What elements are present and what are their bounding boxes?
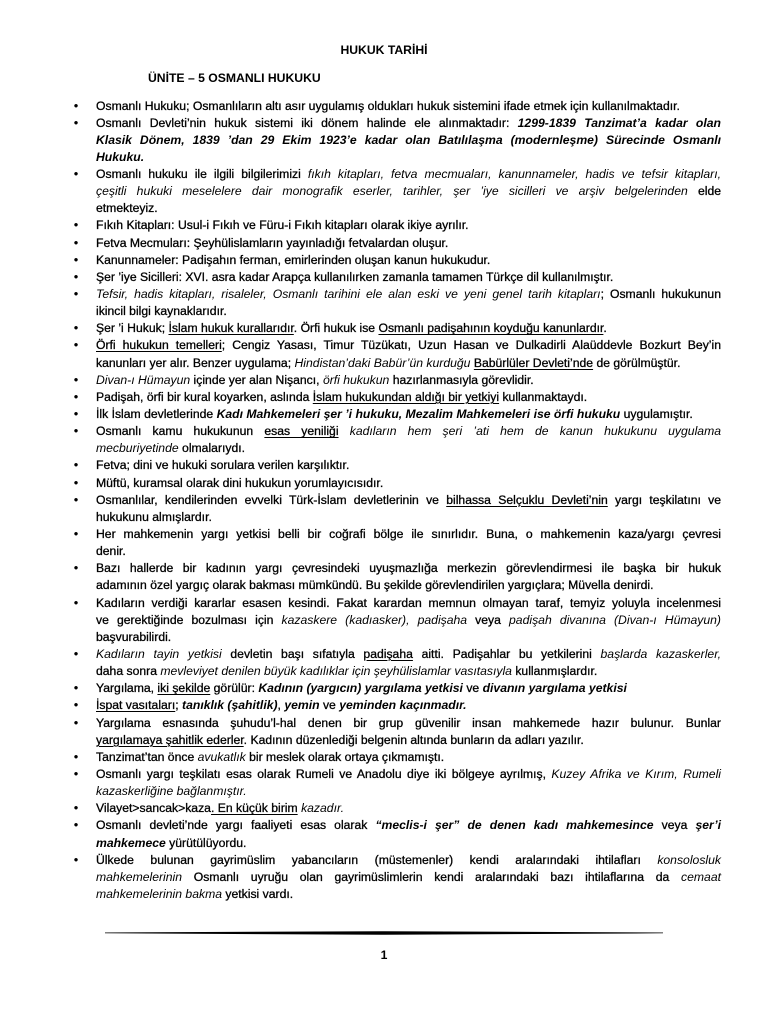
body-text: olmalarıydı.: [178, 441, 246, 456]
italic-text: kadıların hem şeri ’ati hem de kanun hukukunu uygulama: [349, 424, 722, 439]
body-text: bir meslek olarak ortaya çıkmamıştı.: [245, 749, 445, 764]
underlined-text: İspat vasıtaları: [96, 698, 176, 713]
italic-text: avukatlık: [197, 749, 246, 764]
line-text: [96, 697, 467, 714]
line-text: [96, 817, 721, 834]
line-text: [96, 560, 721, 577]
line-text: [96, 98, 680, 115]
line-text: [96, 492, 721, 509]
line-text: [96, 235, 448, 252]
emphasized-text: Hukuku.: [96, 149, 145, 164]
text-line: [96, 526, 721, 543]
text-line: [96, 217, 721, 234]
text-line: [96, 629, 721, 646]
line-text: [96, 423, 721, 440]
line-text: [96, 217, 469, 234]
body-text: ve: [462, 681, 483, 696]
list-item: [73, 269, 721, 286]
body-text: Osmanlı uyruğu olan gayrimüslimlerin kendi aralarındaki bazı ihtilaflarına da: [182, 869, 682, 884]
emphasized-text: şer’i: [695, 818, 721, 833]
body-text: veya: [653, 818, 696, 833]
bullet-marker: •: [73, 595, 79, 610]
line-text: [96, 252, 490, 269]
list-item: [73, 217, 721, 234]
text-line: [96, 869, 721, 886]
text-line: [96, 680, 721, 697]
bullet-marker: •: [73, 287, 79, 302]
emphasized-text: yeminden kaçınmadır.: [339, 698, 467, 713]
body-text: Şer ’iye Sicilleri: XVI. asra kadar Arapça kullanılırken zamanla tamamen Türkçe dil kullanılmıştır.: [96, 269, 614, 284]
text-line: [96, 595, 721, 612]
body-text: Vilayet>sancak>kaza: [96, 801, 211, 816]
text-line: [96, 132, 721, 149]
bullet-marker: •: [73, 321, 79, 336]
list-item: [73, 526, 721, 560]
bullet-marker: •: [73, 818, 79, 833]
line-text: [96, 406, 693, 423]
list-item: [73, 320, 721, 337]
emphasized-text: “meclis-i şer” de denen kadı mahkemesince: [375, 818, 654, 833]
underlined-text: Babürlüler Devleti’nde: [473, 355, 594, 370]
body-text: İlk İslam devletlerinde: [96, 407, 217, 422]
bullet-marker: •: [73, 167, 79, 182]
line-text: [96, 749, 444, 766]
line-text: [96, 132, 721, 149]
line-text: [96, 320, 607, 337]
line-text: [96, 269, 613, 286]
text-line: [96, 749, 721, 766]
emphasized-text: Kadının (yargıcın) yargılama yetkisi: [258, 681, 463, 696]
text-line: [96, 560, 721, 577]
text-line: [96, 457, 721, 474]
body-text: içinde yer alan Nişancı,: [190, 372, 323, 387]
italic-text: padişah divanına (Divan-ı Hümayun): [509, 612, 721, 627]
body-text: Osmanlılar, kendilerinden evvelki Türk-İslam devletlerinin ve: [96, 492, 447, 507]
bullet-marker: •: [73, 527, 79, 542]
list-item: [73, 697, 721, 714]
body-text: Osmanlı hukuku ile ilgili bilgilerimizi: [96, 167, 308, 182]
italic-text: cemaat: [681, 869, 721, 884]
italic-text: örfi hukukun: [322, 372, 390, 387]
emphasized-text: Klasik Dönem, 1839 ’dan 29 Ekim 1923’e kadar olan Batılılaşma (modernleşme) Sürecinde Osmanlı: [96, 132, 721, 147]
text-line: [96, 337, 721, 354]
body-text: . Kadının düzenlediği belgenin altında bunların da adları yazılır.: [243, 732, 584, 747]
bullet-marker: •: [73, 424, 79, 439]
body-text: ikincil bilgi kaynaklarıdır.: [96, 304, 227, 319]
text-line: [96, 697, 721, 714]
text-line: [96, 475, 721, 492]
body-text: Osmanlı devleti’nde yargı faaliyeti esas olarak: [96, 818, 376, 833]
italic-text: fıkıh kitapları, fetva mecmuaları, kanunnameler, hadis ve tefsir kitapları,: [307, 167, 722, 182]
italic-text: Divan-ı Hümayun: [96, 372, 191, 387]
line-text: [96, 732, 584, 749]
italic-text: Tefsir, hadis kitapları, risaleler, Osmanlı tarihini ele alan eski ve yeni genel tarih kitapları: [96, 287, 601, 302]
text-line: [96, 732, 721, 749]
list-item: [73, 115, 721, 166]
line-text: [96, 612, 721, 629]
italic-text: mahkemelerinin: [96, 869, 183, 884]
body-text: ; Cengiz Yasası, Timur Tüzükatı, Uzun Hasan ve Dulkadirli Alaüddevle Bozkurt Bey’in: [221, 338, 721, 353]
body-text: yetkisi vardı.: [222, 886, 294, 901]
bullet-marker: •: [73, 715, 79, 730]
bullet-marker: •: [73, 389, 79, 404]
list-item: [73, 389, 721, 406]
text-line: [96, 115, 721, 132]
emphasized-text: yemin: [284, 698, 320, 713]
body-text: . Örfi hukuk ise: [293, 321, 379, 336]
list-item: [73, 372, 721, 389]
body-text: uygulamıştır.: [620, 407, 693, 422]
bullet-marker: •: [73, 561, 79, 576]
underlined-text: padişaha: [363, 647, 413, 661]
line-text: [96, 149, 144, 166]
bullet-marker: •: [73, 98, 79, 113]
text-line: [96, 423, 721, 440]
text-line: [96, 577, 721, 594]
line-text: [96, 800, 344, 817]
bullet-marker: •: [73, 647, 79, 661]
line-text: [96, 183, 721, 200]
list-item: [73, 852, 721, 903]
list-item: [73, 715, 721, 749]
underlined-text: Örfi hukukun temelleri: [96, 338, 222, 353]
line-text: [96, 852, 721, 869]
underlined-text: İslam hukukundan aldığı bir yetkiyi: [312, 389, 500, 404]
text-line: [96, 166, 721, 183]
line-text: [96, 543, 126, 560]
italic-text: konsolosluk: [657, 852, 721, 867]
line-text: [96, 835, 246, 852]
list-item: [73, 492, 722, 526]
text-line: [96, 372, 721, 389]
text-line: [96, 509, 721, 526]
italic-text: Kadıların tayin yetkisi: [96, 647, 222, 661]
list-item: [73, 235, 721, 252]
body-text: Osmanlı Devleti’nin hukuk sistemi iki dönem halinde ele alınmaktadır:: [96, 115, 518, 130]
bullet-marker: •: [73, 269, 79, 284]
underlined-text: esas yeniliği: [264, 424, 339, 439]
bullet-marker: •: [73, 475, 79, 490]
body-text: devletin başı sıfatıyla: [221, 647, 364, 661]
body-text: Kanunnameler: Padişahın ferman, emirlerinden oluşan kanun hukukudur.: [96, 252, 491, 267]
list-item: [73, 680, 721, 697]
line-text: [96, 869, 721, 886]
body-text: Yargılama esnasında şuhudu’l-hal denen bir grup güvenilir insan mahkemede hazır bulunur. Bunlar: [96, 715, 721, 730]
body-text: .: [603, 321, 607, 336]
italic-text: kazaskere (kadıasker), padişaha: [281, 612, 468, 627]
text-line: [96, 817, 721, 834]
line-text: [96, 629, 171, 646]
list-item: [73, 252, 721, 269]
emphasized-text: divanın yargılama yetkisi: [482, 681, 627, 696]
body-text: adamının özel yargıç olarak bakması mümkündü. Bu şekilde görevlendirilen yargıçlara; Müvella denirdi.: [96, 578, 654, 593]
text-line: [96, 440, 721, 457]
body-text: Her mahkemenin yargı yetkisi belli bir coğrafi bölge ile sınırlıdır. Buna, o mahkemenin kaza/yargı çevresi: [96, 527, 721, 542]
body-text: etmekteyiz.: [96, 201, 158, 216]
line-text: [96, 115, 721, 132]
emphasized-text: tanıklık (şahitlik): [182, 698, 278, 713]
italic-text: Kuzey Afrika ve Kırım, Rumeli: [551, 766, 721, 781]
text-line: [96, 715, 721, 732]
body-text: Padişah, örfi bir kural koyarken, aslında: [96, 389, 313, 404]
body-text: kullanmaktaydı.: [499, 389, 588, 404]
body-text: görülür:: [210, 681, 259, 696]
body-text: denir.: [96, 544, 126, 559]
text-line: [96, 663, 721, 680]
list-item: [73, 646, 721, 680]
body-text: yürütülüyordu.: [165, 835, 247, 850]
line-text: [96, 440, 245, 457]
body-text: veya: [467, 612, 510, 627]
text-line: [96, 835, 721, 852]
list-item: [73, 98, 721, 115]
line-text: [96, 646, 721, 663]
underlined-text: Osmanlı padişahının koyduğu kanunlardır: [378, 321, 604, 336]
emphasized-text: Kadı Mahkemeleri şer ’i hukuku, Mezalim Mahkemeleri ise örfi hukuku: [216, 407, 621, 422]
list-item: [73, 475, 721, 492]
document-title: HUKUK TARİHİ: [340, 42, 428, 57]
bullet-list: [73, 98, 722, 904]
line-text: [96, 355, 680, 372]
line-text: [96, 577, 654, 594]
body-text: de görülmüştür.: [593, 355, 681, 370]
list-item: [73, 166, 722, 217]
body-text: Kadıların verdiği kararlar esasen kesindi. Fakat karardan memnun olmayan taraf, temyiz yoluyla incelenmesi: [96, 595, 721, 610]
body-text: hukukunu almışlardır.: [96, 509, 212, 524]
list-item: [73, 406, 721, 423]
body-text: Müftü, kuramsal olarak dini hukukun yorumlayıcısıdır.: [96, 475, 384, 490]
list-item: [73, 749, 721, 766]
italic-text: mahkemelerinin bakma: [96, 886, 222, 901]
emphasized-text: 1299-1839 Tanzimat’a kadar olan: [517, 115, 721, 130]
bullet-marker: •: [73, 749, 79, 764]
line-text: [96, 389, 587, 406]
list-item: [73, 286, 721, 320]
text-line: [96, 852, 721, 869]
text-line: [96, 252, 721, 269]
italic-text: mevleviyet denilen büyük kadılıklar için şeyhülislamlar vasıtasıyla: [160, 664, 512, 679]
divider-shape: [105, 931, 663, 935]
bullet-marker: •: [73, 235, 79, 250]
italic-text: başlarda kazaskerler,: [600, 647, 721, 661]
body-text: ve gerektiğinde bozulması için: [96, 612, 282, 627]
body-text: kullanmışlardır.: [511, 664, 598, 679]
line-text: [96, 663, 597, 680]
body-text: Bazı hallerde bir kadının yargı çevresindeki uyuşmazlığa merkezin görevlendirmesi ile başka bir hukuk: [96, 561, 721, 576]
line-text: [96, 372, 534, 389]
body-text: Osmanlı yargı teşkilatı esas olarak Rumeli ve Anadolu diye iki bölgeye ayrılmış,: [96, 766, 552, 781]
emphasized-text: mahkemece: [96, 835, 166, 850]
body-text: [339, 424, 350, 438]
body-text: ,: [277, 698, 285, 713]
bullet-marker: •: [73, 492, 79, 507]
text-line: [96, 183, 721, 200]
text-line: [96, 235, 721, 252]
bullet-marker: •: [73, 458, 79, 473]
underlined-text: yargılamaya şahitlik ederler: [96, 732, 244, 747]
text-line: [96, 149, 721, 166]
body-text: Ülkede bulunan gayrimüslim yabancıların (müstemenler) kendi aralarındaki ihtilafları: [96, 852, 658, 867]
line-text: [96, 475, 383, 492]
underlined-text: İslam hukuk kurallarıdır: [168, 321, 294, 336]
body-text: elde: [687, 184, 722, 199]
body-text: Fetva; dini ve hukuki sorulara verilen karşılıktır.: [96, 458, 350, 473]
list-item: [73, 595, 721, 646]
italic-text: mecburiyetinde: [96, 441, 179, 456]
italic-text: Hindistan’daki Babür’ün kurduğu: [294, 355, 471, 370]
line-text: [96, 509, 212, 526]
bullet-marker: •: [73, 252, 79, 267]
text-line: [96, 303, 721, 320]
text-line: [96, 646, 721, 663]
bullet-marker: •: [73, 801, 79, 816]
bullet-marker: •: [73, 372, 79, 387]
body-text: Fetva Mecmuları: Şeyhülislamların yayınladığı fetvalardan oluşur.: [96, 235, 449, 250]
list-item: [73, 423, 722, 457]
underlined-text: iki şekilde: [157, 681, 211, 696]
underlined-text: . En küçük birim: [210, 801, 298, 816]
underlined-text: bilhassa Selçuklu Devleti’nin: [446, 492, 608, 507]
text-line: [96, 406, 721, 423]
body-text: Osmanlı kamu hukukunun: [96, 424, 265, 439]
body-text: kanunları yer alır. Benzer uygulama;: [96, 355, 295, 370]
body-text: daha sonra: [96, 664, 161, 679]
text-line: [96, 98, 721, 115]
text-line: [96, 269, 721, 286]
page-divider: [0, 926, 768, 940]
body-text: Yargılama,: [96, 681, 158, 696]
bullet-marker: •: [73, 681, 79, 696]
line-text: [96, 715, 721, 732]
bullet-marker: •: [73, 407, 79, 422]
body-text: Şer ’i Hukuk;: [96, 321, 169, 336]
text-line: [96, 766, 721, 783]
line-text: [96, 286, 721, 303]
body-text: ;: [175, 698, 183, 713]
text-line: [96, 612, 721, 629]
line-text: [96, 526, 721, 543]
italic-text: kazaskerliğine bağlanmıştır.: [96, 784, 247, 799]
text-line: [96, 389, 721, 406]
line-text: [96, 200, 158, 217]
bullet-marker: •: [73, 852, 79, 867]
line-text: [96, 166, 721, 183]
text-line: [96, 200, 721, 217]
bullet-marker: •: [73, 218, 79, 233]
text-line: [96, 783, 721, 800]
bullet-marker: •: [73, 766, 79, 781]
text-line: [96, 886, 721, 903]
line-text: [96, 766, 721, 783]
italic-text: kazadır.: [301, 801, 344, 816]
body-text: yargı teşkilatını ve: [607, 492, 722, 507]
text-line: [96, 543, 721, 560]
line-text: [96, 680, 627, 697]
list-item: [73, 457, 721, 474]
body-text: ve: [319, 698, 340, 713]
text-line: [96, 492, 721, 509]
bullet-marker: •: [73, 115, 79, 130]
line-text: [96, 457, 349, 474]
text-line: [96, 800, 721, 817]
line-text: [96, 337, 721, 354]
text-line: [96, 286, 721, 303]
body-text: aitti. Padişahlar bu yetkilerini: [412, 647, 601, 661]
body-text: ; Osmanlı hukukunun: [600, 287, 721, 302]
text-line: [96, 320, 721, 337]
text-line: [96, 355, 721, 372]
body-text: başvurabilirdi.: [96, 629, 172, 644]
page-number: 1: [380, 947, 388, 962]
body-text: hazırlanmasıyla görevlidir.: [389, 372, 534, 387]
list-item: [73, 817, 721, 851]
line-text: [96, 783, 247, 800]
italic-text: çeşitli hukuki meselelere dair monografik eserler, tarihler, şer ’iye sicilleri ve arşiv belgelerinden: [96, 184, 688, 199]
list-item: [73, 800, 721, 817]
list-item: [73, 337, 721, 371]
bullet-marker: •: [73, 698, 79, 713]
line-text: [96, 303, 227, 320]
line-text: [96, 595, 721, 612]
line-text: [96, 886, 293, 903]
unit-heading: ÜNİTE – 5 OSMANLI HUKUKU: [148, 70, 321, 85]
body-text: Tanzimat’tan önce: [96, 749, 198, 764]
body-text: Osmanlı Hukuku; Osmanlıların altı asır uygulamış oldukları hukuk sistemini ifade etmek için kullanılmaktadır.: [96, 98, 680, 113]
list-item: [73, 766, 721, 800]
list-item: [73, 560, 721, 594]
bullet-marker: •: [73, 338, 79, 353]
body-text: Fıkıh Kitapları: Usul-i Fıkıh ve Füru-i Fıkıh kitapları olarak ikiye ayrılır.: [96, 218, 469, 233]
